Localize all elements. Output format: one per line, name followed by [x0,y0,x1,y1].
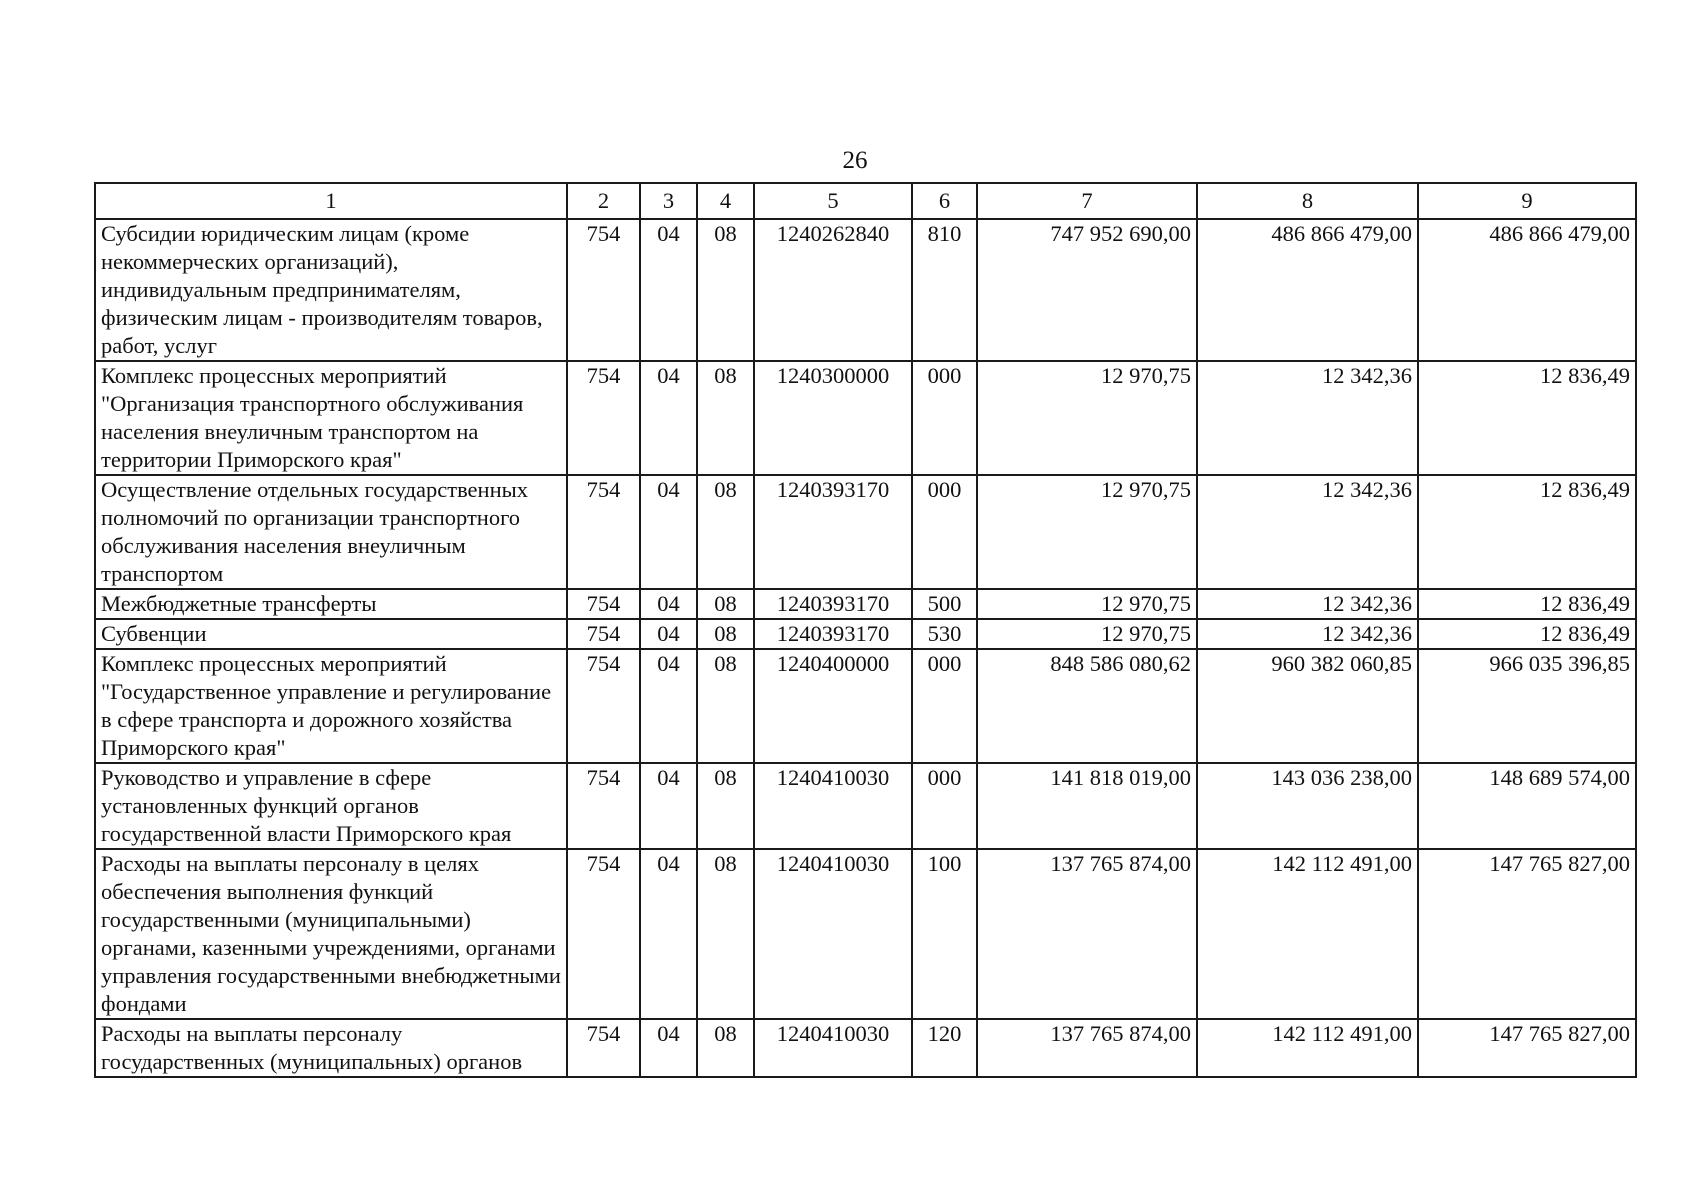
row-name: Руководство и управление в сфере установленных функций органов государственной власти Приморского края [95,763,567,849]
amount-col-7: 12 970,75 [977,589,1197,619]
subsection-code: 08 [697,649,754,763]
admin-code: 754 [567,849,640,1019]
row-name: Расходы на выплаты персоналу в целях обеспечения выполнения функций государственными (муниципальными) органами, казенными учреждениями, органами управления государственными внебюджетными фондами [95,849,567,1019]
row-name: Расходы на выплаты персоналу государственных (муниципальных) органов [95,1019,567,1077]
row-name: Субвенции [95,619,567,649]
target-article-code: 1240410030 [754,1019,912,1077]
table-row [95,361,1636,475]
table-row [95,1019,1636,1077]
amount-col-9: 147 765 827,00 [1418,1019,1636,1077]
row-name: Межбюджетные трансферты [95,589,567,619]
row-name: Комплекс процессных мероприятий "Организация транспортного обслуживания населения внеуличным транспортом на территории Приморского края" [95,361,567,475]
admin-code: 754 [567,589,640,619]
amount-col-8: 143 036 238,00 [1197,763,1418,849]
amount-col-7: 137 765 874,00 [977,849,1197,1019]
amount-col-8: 486 866 479,00 [1197,219,1418,361]
subsection-code: 08 [697,475,754,589]
target-article-code: 1240393170 [754,589,912,619]
expense-type-code: 000 [912,763,977,849]
target-article-code: 1240393170 [754,475,912,589]
section-code: 04 [640,219,697,361]
target-article-code: 1240410030 [754,763,912,849]
amount-col-7: 848 586 080,62 [977,649,1197,763]
admin-code: 754 [567,361,640,475]
amount-col-9: 966 035 396,85 [1418,649,1636,763]
section-code: 04 [640,589,697,619]
col-header-6: 6 [912,183,977,219]
section-code: 04 [640,619,697,649]
subsection-code: 08 [697,589,754,619]
amount-col-9: 12 836,49 [1418,361,1636,475]
amount-col-8: 960 382 060,85 [1197,649,1418,763]
expense-type-code: 000 [912,361,977,475]
col-header-4: 4 [697,183,754,219]
amount-col-8: 12 342,36 [1197,361,1418,475]
target-article-code: 1240393170 [754,619,912,649]
col-header-1: 1 [95,183,567,219]
target-article-code: 1240400000 [754,649,912,763]
amount-col-9: 486 866 479,00 [1418,219,1636,361]
admin-code: 754 [567,1019,640,1077]
expense-type-code: 530 [912,619,977,649]
admin-code: 754 [567,763,640,849]
section-code: 04 [640,1019,697,1077]
amount-col-7: 12 970,75 [977,361,1197,475]
amount-col-7: 12 970,75 [977,475,1197,589]
expense-type-code: 100 [912,849,977,1019]
table-row [95,619,1636,649]
admin-code: 754 [567,649,640,763]
amount-col-7: 747 952 690,00 [977,219,1197,361]
expense-type-code: 000 [912,475,977,589]
section-code: 04 [640,475,697,589]
col-header-8: 8 [1197,183,1418,219]
amount-col-8: 142 112 491,00 [1197,849,1418,1019]
col-header-2: 2 [567,183,640,219]
amount-col-8: 12 342,36 [1197,619,1418,649]
section-code: 04 [640,361,697,475]
table-row [95,589,1636,619]
col-header-3: 3 [640,183,697,219]
expense-type-code: 810 [912,219,977,361]
subsection-code: 08 [697,1019,754,1077]
amount-col-9: 148 689 574,00 [1418,763,1636,849]
amount-col-7: 137 765 874,00 [977,1019,1197,1077]
amount-col-8: 12 342,36 [1197,475,1418,589]
subsection-code: 08 [697,619,754,649]
expense-type-code: 120 [912,1019,977,1077]
target-article-code: 1240300000 [754,361,912,475]
row-name: Осуществление отдельных государственных полномочий по организации транспортного обслуживания населения внеуличным транспортом [95,475,567,589]
target-article-code: 1240410030 [754,849,912,1019]
page-number: 26 [842,147,868,174]
table-row [95,849,1636,1019]
section-code: 04 [640,649,697,763]
col-header-5: 5 [754,183,912,219]
amount-col-8: 142 112 491,00 [1197,1019,1418,1077]
subsection-code: 08 [697,219,754,361]
amount-col-9: 12 836,49 [1418,619,1636,649]
subsection-code: 08 [697,849,754,1019]
amount-col-8: 12 342,36 [1197,589,1418,619]
table-row [95,475,1636,589]
row-name: Комплекс процессных мероприятий "Государственное управление и регулирование в сфере транспорта и дорожного хозяйства Приморского края" [95,649,567,763]
subsection-code: 08 [697,361,754,475]
table-row [95,219,1636,361]
admin-code: 754 [567,475,640,589]
section-code: 04 [640,849,697,1019]
amount-col-9: 12 836,49 [1418,589,1636,619]
table-row [95,649,1636,763]
budget-table [94,182,1637,1078]
subsection-code: 08 [697,763,754,849]
expense-type-code: 500 [912,589,977,619]
admin-code: 754 [567,219,640,361]
admin-code: 754 [567,619,640,649]
expense-type-code: 000 [912,649,977,763]
table-row [95,763,1636,849]
col-header-7: 7 [977,183,1197,219]
amount-col-9: 12 836,49 [1418,475,1636,589]
amount-col-7: 12 970,75 [977,619,1197,649]
target-article-code: 1240262840 [754,219,912,361]
amount-col-7: 141 818 019,00 [977,763,1197,849]
col-header-9: 9 [1418,183,1636,219]
section-code: 04 [640,763,697,849]
header-row [95,183,1636,219]
amount-col-9: 147 765 827,00 [1418,849,1636,1019]
row-name: Субсидии юридическим лицам (кроме некоммерческих организаций), индивидуальным предпринимателям, физическим лицам - производителям товаров, работ, услуг [95,219,567,361]
